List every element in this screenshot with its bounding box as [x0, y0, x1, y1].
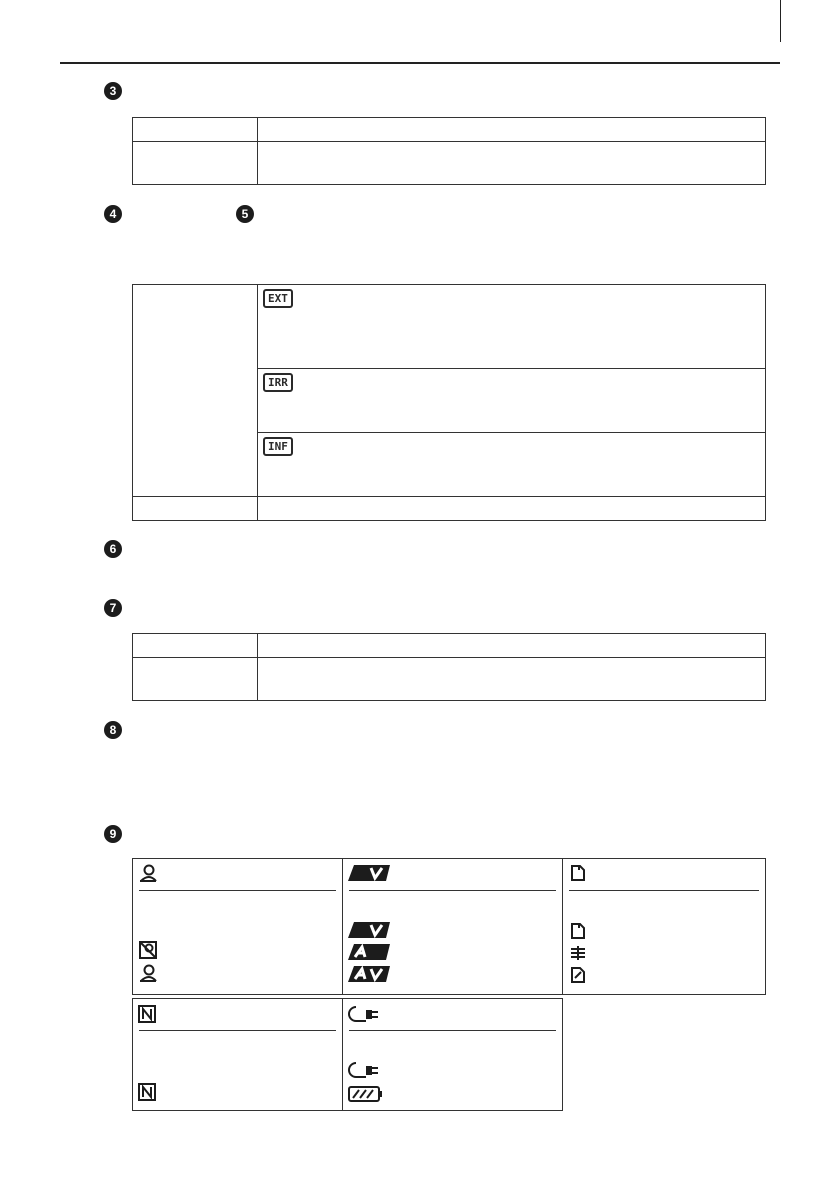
table-7 — [132, 633, 766, 701]
voltage-bar-icon — [348, 865, 390, 881]
marker-6: 6 — [104, 540, 122, 558]
table-3-row — [133, 141, 765, 142]
current-bar-icon — [348, 944, 390, 960]
marker-9: 9 — [104, 825, 122, 843]
table-45 — [132, 284, 766, 521]
lcd-ext-label: EXT — [263, 289, 293, 308]
user-silhouette-icon — [138, 863, 158, 883]
card-sync-icon — [569, 966, 587, 984]
memory-card-icon — [569, 864, 587, 882]
ac-plug-icon — [348, 1005, 380, 1023]
marker-3: 3 — [104, 82, 122, 100]
table-7-row — [133, 657, 765, 658]
header-rule — [60, 62, 780, 64]
marker-7: 7 — [104, 599, 122, 617]
nfc-cell — [132, 998, 343, 1111]
marker-4: 4 — [104, 205, 122, 223]
card-cell — [562, 858, 766, 995]
ac-plug-icon — [348, 1061, 380, 1079]
battery-icon — [348, 1085, 382, 1103]
current-voltage-bar-icon — [348, 966, 390, 982]
lcd-irr-label: IRR — [263, 373, 293, 392]
voltage-bar-icon — [348, 922, 390, 938]
memory-card-icon — [569, 922, 587, 940]
crop-mark — [780, 0, 781, 42]
marker-8: 8 — [104, 721, 122, 739]
table-3 — [132, 117, 766, 185]
user-silhouette-icon — [138, 963, 158, 983]
user-crossed-icon — [138, 940, 158, 960]
nfc-icon — [138, 1083, 156, 1101]
user-icon-cell — [132, 858, 343, 995]
lcd-inf-label: INF — [263, 437, 293, 456]
nfc-icon — [138, 1005, 156, 1023]
marker-5: 5 — [236, 205, 254, 223]
card-transfer-icon — [569, 944, 587, 962]
